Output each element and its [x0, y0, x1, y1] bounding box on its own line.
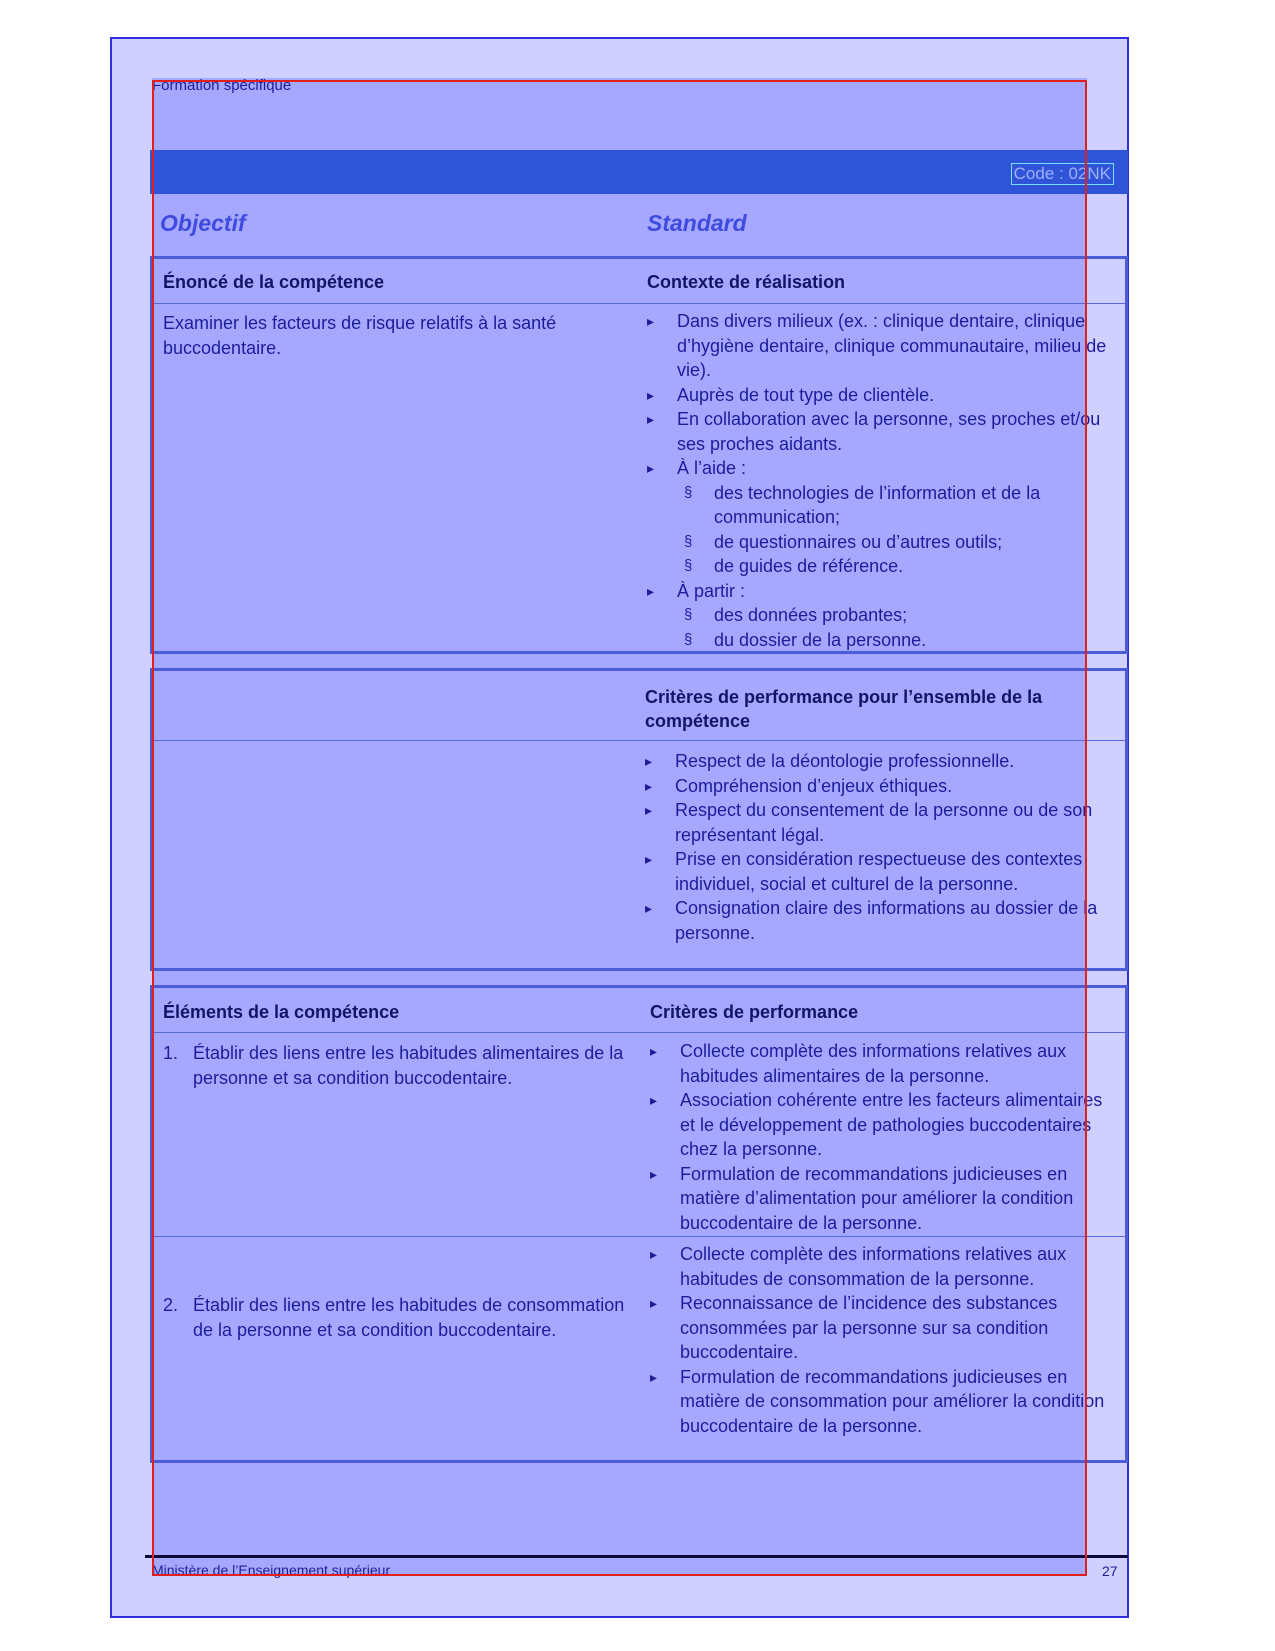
list-item: ▸ Association cohérente entre les facteurs alimentaires et le développement de pathologies buccodentaires chez la personne. [650, 1088, 1112, 1162]
list-item: ▸ À partir : [647, 579, 1112, 604]
criteres-1-container [650, 1039, 1112, 1235]
criteres-1-list [650, 1039, 1112, 1235]
list-item: ▸ Compréhension d’enjeux éthiques. [645, 774, 1113, 799]
criteres-2-container [650, 1242, 1112, 1438]
contexte-list [647, 309, 1112, 652]
list-item: ▸ Prise en considération respectueuse des contextes individuel, social et culturel de la personne. [645, 847, 1113, 896]
list-item: ▸ En collaboration avec la personne, ses proches et/ou ses proches aidants. [647, 407, 1112, 456]
list-item: § des technologies de l’information et de la communication; [647, 481, 1112, 530]
element-text: Établir des liens entre les habitudes alimentaires de la personne et sa condition buccodentaire. [193, 1043, 624, 1088]
header-divider [153, 740, 1125, 741]
enonce-text: Examiner les facteurs de risque relatifs à la santé buccodentaire. [163, 313, 557, 358]
page-number: 27 [1102, 1563, 1118, 1579]
footer-divider [145, 1555, 1128, 1558]
list-item: ▸ Respect du consentement de la personne ou de son représentant légal. [645, 798, 1113, 847]
enonce-header: Énoncé de la compétence [163, 272, 385, 292]
contexte-list-container [647, 309, 1112, 652]
element-text: Établir des liens entre les habitudes de consommation de la personne et sa condition buccodentaire. [193, 1295, 625, 1340]
criteres-ensemble-header: Critères de performance pour l’ensemble de la compétence [645, 687, 1043, 731]
criteres-ensemble-list [645, 749, 1113, 945]
criteres-2-list [650, 1242, 1112, 1438]
element-1 [163, 1041, 633, 1090]
list-item: ▸ Formulation de recommandations judicieuses en matière de consommation pour améliorer la condition buccodentaire de la personne. [650, 1365, 1112, 1439]
list-item: ▸ À l’aide : [647, 456, 1112, 481]
list-item: ▸ Collecte complète des informations relatives aux habitudes de consommation de la personne. [650, 1242, 1112, 1291]
objectif-heading: Objectif [160, 210, 246, 236]
competency-code: Code : 02NK [1011, 163, 1114, 185]
criteres-ensemble-table [150, 668, 1128, 971]
list-item: § de questionnaires ou d’autres outils; [647, 530, 1112, 555]
list-item: ▸ Dans divers milieux (ex. : clinique dentaire, clinique d’hygiène dentaire, clinique communautaire, milieu de vie). [647, 309, 1112, 383]
list-item: § de guides de référence. [647, 554, 1112, 579]
list-item: ▸ Consignation claire des informations au dossier de la personne. [645, 896, 1113, 945]
element-2 [163, 1293, 633, 1342]
criteres-ensemble-container [645, 749, 1113, 945]
elements-header: Éléments de la compétence [163, 1002, 400, 1022]
list-item: ▸ Reconnaissance de l’incidence des substances consommées par la personne sur sa condition buccodentaire. [650, 1291, 1112, 1365]
competence-table [150, 256, 1128, 654]
standard-heading: Standard [647, 210, 747, 236]
header-divider [153, 303, 1125, 304]
element-number: 2. [163, 1295, 179, 1315]
criteres-header: Critères de performance [650, 1002, 859, 1022]
code-bar [150, 150, 1128, 194]
element-number: 1. [163, 1043, 179, 1063]
elements-table [150, 985, 1128, 1463]
list-item: § des données probantes; [647, 603, 1112, 628]
header-divider [153, 1032, 1125, 1033]
footer-ministry: Ministère de l’Enseignement supérieur [152, 1562, 391, 1578]
list-item: ▸ Auprès de tout type de clientèle. [647, 383, 1112, 408]
section-label: Formation spécifique [152, 77, 292, 94]
contexte-header: Contexte de réalisation [647, 272, 846, 292]
list-item: § du dossier de la personne. [647, 628, 1112, 653]
list-item: ▸ Respect de la déontologie professionnelle. [645, 749, 1113, 774]
row-divider [153, 1236, 1125, 1237]
list-item: ▸ Formulation de recommandations judicieuses en matière d’alimentation pour améliorer la condition buccodentaire de la personne. [650, 1162, 1112, 1236]
list-item: ▸ Collecte complète des informations relatives aux habitudes alimentaires de la personne. [650, 1039, 1112, 1088]
